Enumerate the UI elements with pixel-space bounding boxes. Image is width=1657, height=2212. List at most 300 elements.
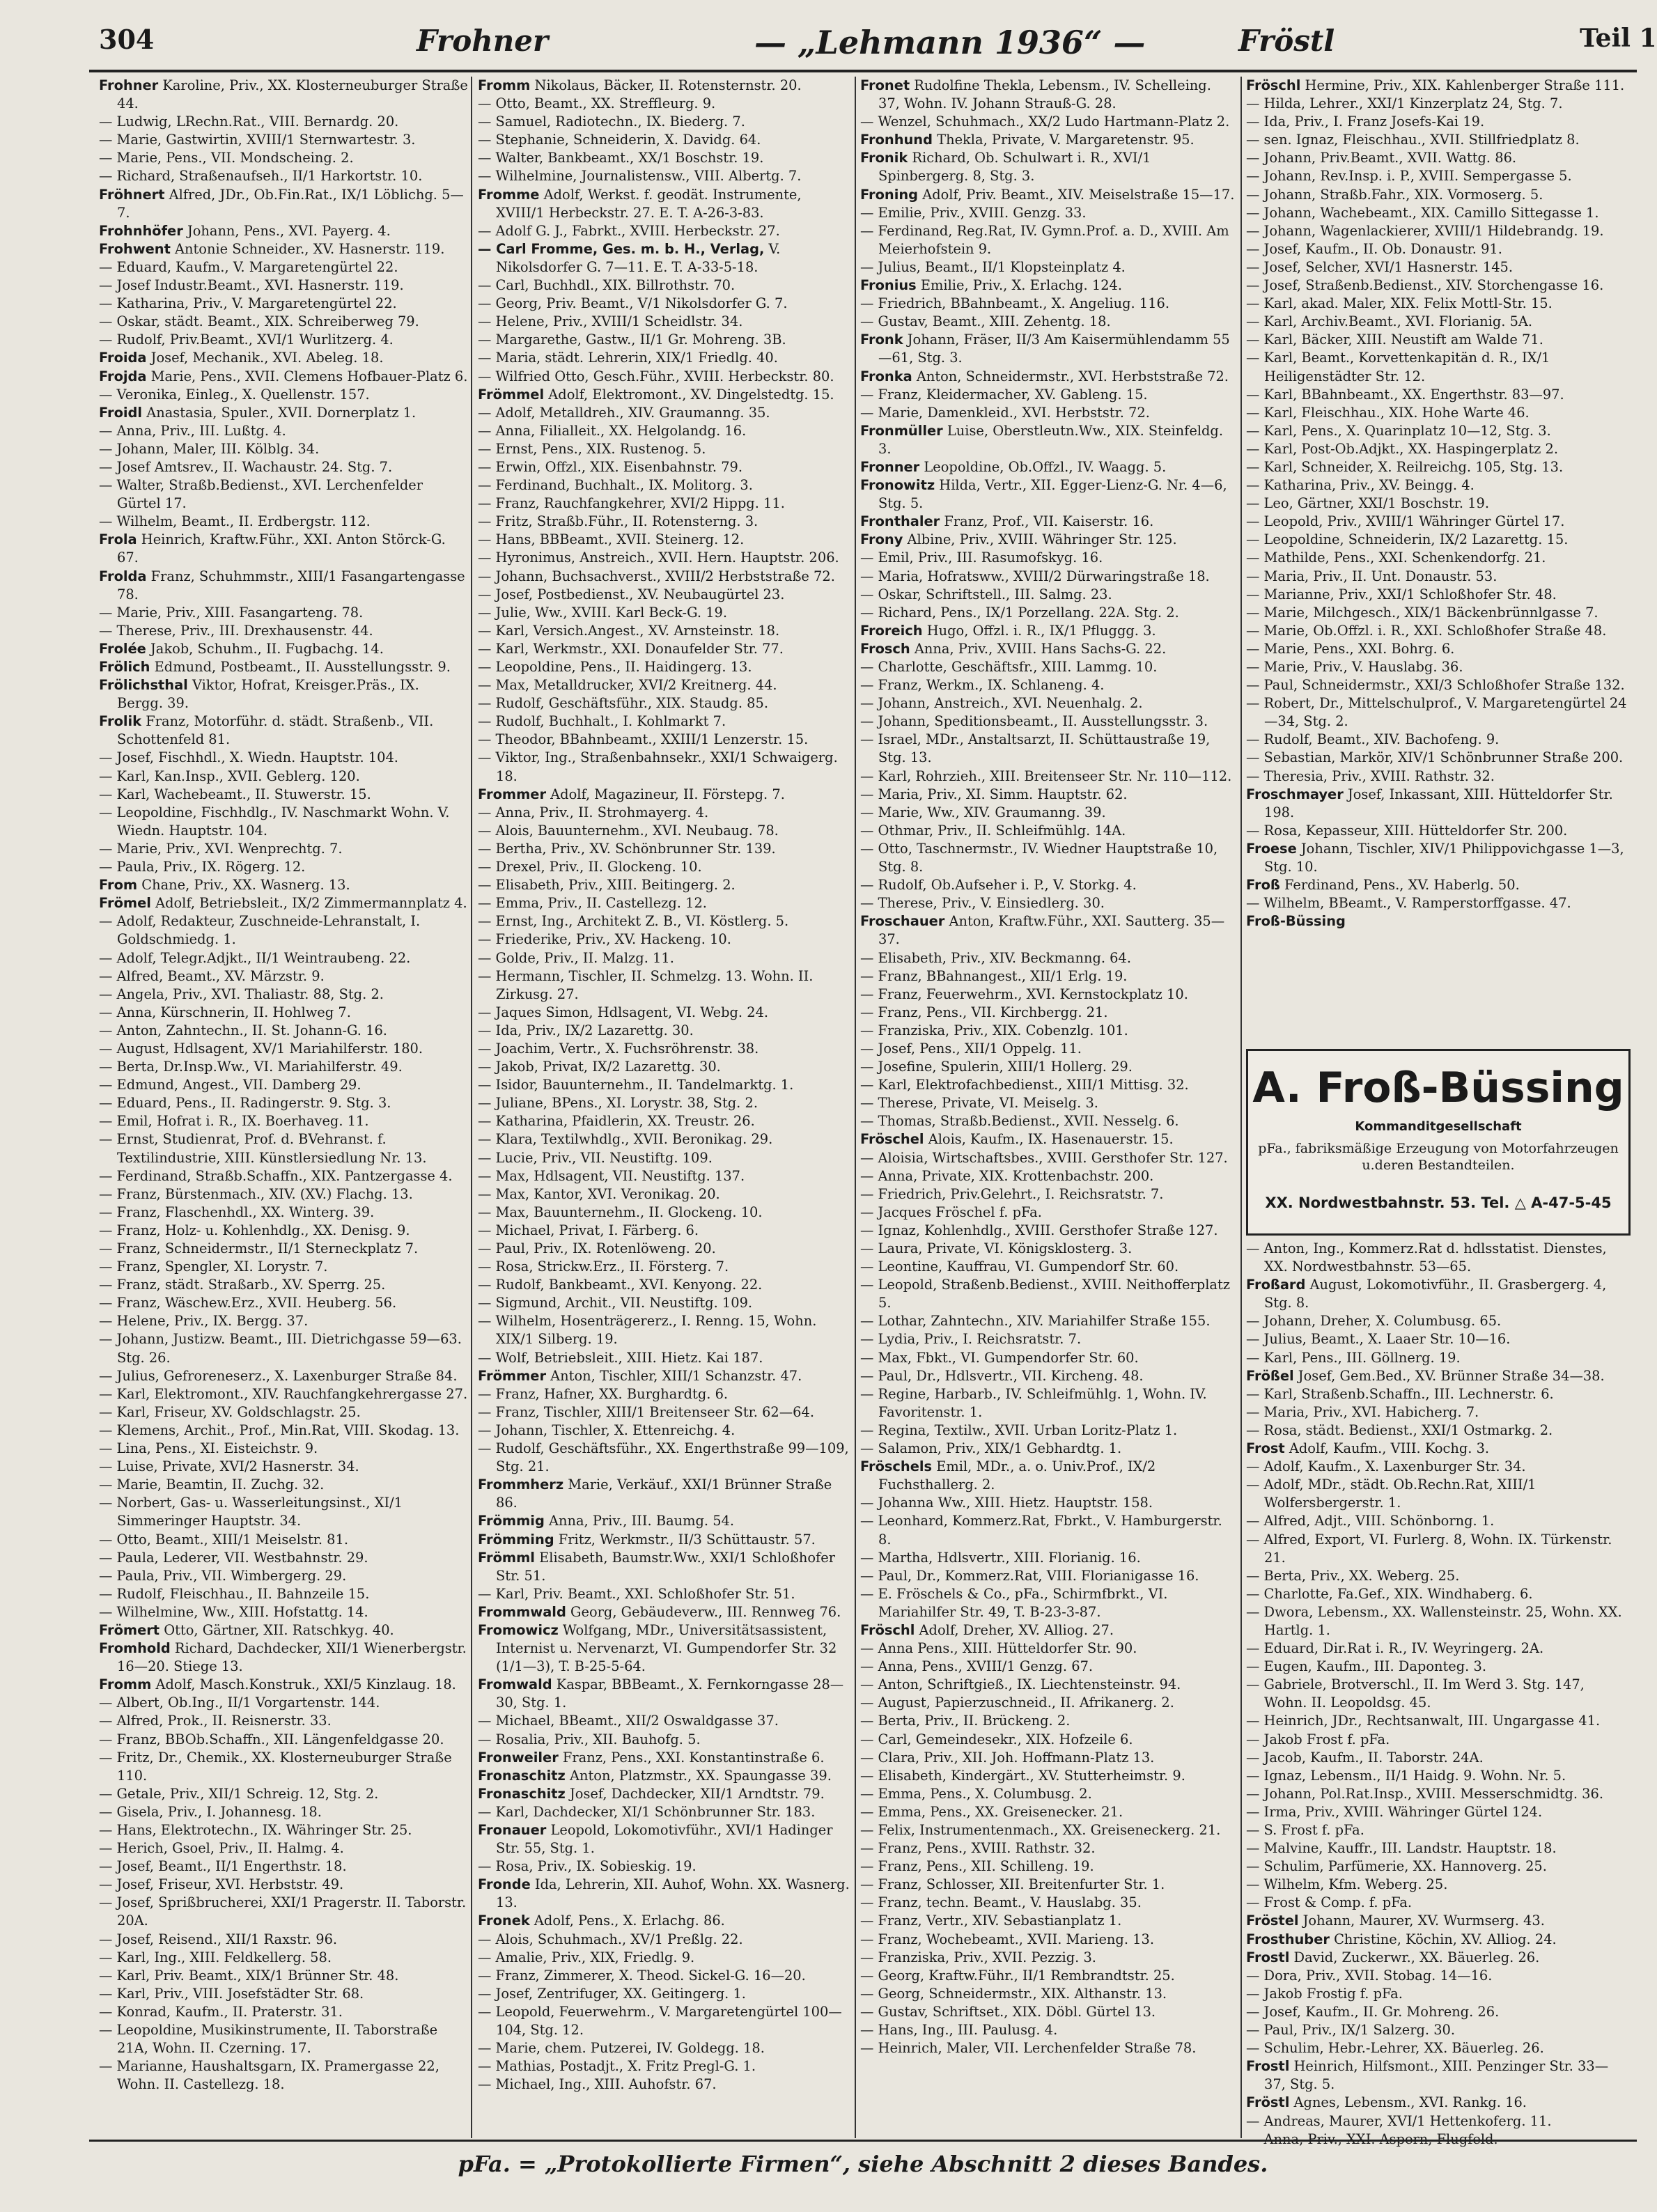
directory-entry [1246,1567,1629,1585]
entry-text: — Ida, Priv., IX/2 Lazarettg. 30. [478,1022,694,1038]
directory-entry [478,295,850,313]
entry-text: — Emilie, Priv., XVIII. Genzg. 33. [860,204,1087,221]
directory-entry [1246,1894,1629,1912]
directory-entry [860,1839,1236,1857]
directory-entry [99,1004,468,1022]
directory-entry [860,1422,1236,1440]
directory-entry [478,476,850,494]
entry-text: — Adolf, Metalldreh., XIV. Graumanng. 35. [478,404,770,421]
entry-text: — Franziska, Priv., XIX. Cobenzlg. 101. [860,1022,1128,1038]
entry-text: — Angela, Priv., XVI. Thaliastr. 88, Stg. 2. [99,986,384,1002]
directory-entry [99,568,468,604]
ad-address: XX. Nordwestbahnstr. 53. Tel. △ A-47-5-45 [1265,1194,1612,1211]
entry-surname: Fronet [860,77,910,93]
entry-text: — Julius, Beamt., II/1 Klopsteinplatz 4. [860,258,1126,275]
entry-text: — Therese, Priv., III. Drехhausenstr. 44. [99,622,373,639]
entry-text: — Paul, Priv., IX/1 Salzerg. 30. [1246,2022,1456,2039]
directory-entry [860,876,1236,894]
entry-surname: Fronner [860,458,920,475]
directory-entry [1246,331,1629,349]
directory-entry [860,1694,1236,1712]
entry-text: Edmund, Postbeamt., II. Ausstellungsstr. 9. [150,659,451,675]
directory-entry [1246,786,1629,822]
directory-entry [860,804,1236,822]
directory-entry [99,894,468,912]
directory-entry [860,912,1236,949]
directory-entry [1246,1767,1629,1785]
entry-text: Emil, MDr., a. o. Univ.Prof., IX/2 Fuchsthallerg. 2. [878,1458,1156,1493]
entry-text: — Rosa, Strickw.Erz., II. Försterg. 7. [478,1259,729,1275]
directory-entry [478,1821,850,1857]
entry-text: — Isidor, Bauunternehm., II. Tandelmarktg. 1. [478,1077,794,1093]
directory-entry [99,1240,468,1258]
entry-surname: Fromwald [478,1676,552,1693]
directory-entry [860,295,1236,313]
entry-text: — Max, Hdlsagent, VII. Neustiftg. 137. [478,1167,745,1184]
directory-entry [860,1022,1236,1040]
directory-entry [478,1258,850,1276]
entry-text: — Bertha, Priv., XV. Schönbrunner Str. 139. [478,840,776,857]
directory-entry [478,568,850,586]
directory-entry [1246,549,1629,567]
entry-text: — Wilfried Otto, Gesch.Führ., XVIII. Herbeckstr. 80. [478,368,834,384]
entry-text: — Leopold, Straßenb.Bedienst., XVIII. Neithofferplatz 5. [860,1277,1230,1311]
entry-text: — Johann, Priv.Beamt., XVII. Wattg. 86. [1246,150,1517,166]
directory-entry [99,1185,468,1204]
directory-entry [1246,476,1629,494]
entry-text: — Franz, Rauchfangkehrer, XVI/2 Hippg. 11. [478,495,785,512]
directory-entry [478,1949,850,1967]
directory-entry [478,549,850,567]
directory-entry [860,1004,1236,1022]
entry-text: — Otto, Beamt., XX. Streffleurg. 9. [478,95,716,112]
directory-entry [1246,1367,1629,1385]
directory-entry [860,1931,1236,1949]
directory-entry [860,513,1236,531]
directory-entry [860,1967,1236,1985]
directory-entry [860,894,1236,912]
entry-text: — Franz, Spengler, XI. Lorystr. 7. [99,1259,328,1275]
column-divider [471,77,472,2138]
directory-entry [99,876,468,894]
entry-text: — Frost & Comp. f. pFa. [1246,1894,1413,1911]
directory-entry [1246,1531,1629,1567]
entry-text: — Therese, Priv., V. Einsiedlerg. 30. [860,895,1105,912]
entry-text: — Martha, Hdlsvertr., XIII. Florianig. 16. [860,1549,1141,1566]
directory-entry [860,1621,1236,1639]
entry-text: — Gabriele, Brotverschl., II. Im Werd 3. Stg. 147, Wohn. II. Leopoldsg. 45. [1246,1676,1585,1711]
entry-surname: Frommer [478,786,547,802]
entry-text: — Franz, Flaschenhdl., XX. Winterg. 39. [99,1204,375,1220]
directory-entry [99,1204,468,1222]
directory-entry [99,640,468,658]
entry-text: Alfred, JDr., Ob.Fin.Rat., IX/1 Löblichg. 5—7. [117,186,464,221]
entry-text: — Franz, Werkm., IX. Schlaneng. 4. [860,677,1105,694]
entry-text: — Otto, Beamt., XIII/1 Meiselstr. 81. [99,1531,349,1548]
directory-entry [1246,604,1629,622]
directory-entry [1246,1349,1629,1367]
entry-text: Adolf, Magazineur, II. Förstерg. 7. [546,786,785,802]
directory-entry [99,1494,468,1530]
directory-entry [99,1022,468,1040]
entry-text: — Elisabeth, Kindergärt., XV. Stutterheimstr. 9. [860,1767,1185,1784]
entry-text: Johann, Maurer, XV. Wurmserg. 43. [1298,1913,1545,1929]
directory-entry [860,222,1236,258]
entry-text: Anton, Kraftw.Führ., XXI. Sautterg. 35—37. [878,913,1225,948]
entry-text: — Rudolf, Beamt., XIV. Bachofeng. 9. [1246,731,1500,748]
entry-text: — Max, Kantor, XVI. Veronikag. 20. [478,1185,720,1202]
entry-text: — Emma, Priv., II. Castellezg. 12. [478,895,707,912]
entry-text: — Karl, Archiv.Beamt., XVI. Florianig. 5A. [1246,313,1533,330]
entry-text: — Ignaz, Kohlenhdlg., XVIII. Gersthofer Straße 127. [860,1222,1218,1238]
directory-entry [478,386,850,404]
directory-entry [99,1058,468,1076]
directory-entry [478,1603,850,1621]
directory-entry [99,258,468,276]
entry-text: — Franz, Tischler, XIII/1 Breitenseer Str. 62—64. [478,1403,814,1420]
directory-entry [860,1567,1236,1585]
directory-entry [860,694,1236,712]
directory-entry [478,422,850,440]
entry-text: — Felix, Instrumentenmach., XX. Greiseneckerg. 21. [860,1822,1221,1838]
column-4-continued [1246,1240,1629,2147]
entry-surname: Frömel [99,895,151,912]
directory-entry [99,768,468,786]
entry-text: — Rosa, Kepasseur, XIII. Hütteldorfer Str. 200. [1246,822,1568,839]
entry-text: Johann, Fräser, II/3 Am Kaisermühlendamm 55—61, Stg. 3. [878,332,1230,366]
directory-entry [860,1639,1236,1658]
entry-text: — Karl, Werkmstr., XXI. Donaufelder Str. 77. [478,640,784,657]
entry-text: — Alfred, Prok., II. Reisnerstr. 33. [99,1713,332,1729]
entry-text: — Marie, Beamtin, II. Zuchg. 32. [99,1477,325,1493]
entry-text: — Veronika, Einleg., X. Quellenstr. 157. [99,386,370,403]
entry-text: Josef, Gem.Bed., XV. Brünner Straße 34—38. [1293,1367,1605,1384]
directory-entry [1246,1603,1629,1639]
directory-entry [478,1967,850,1985]
directory-entry [99,1094,468,1112]
directory-entry [860,1076,1236,1094]
entry-text: — Franz, Holz- u. Kohlenhdlg., XX. Denisg. 9. [99,1222,410,1238]
entry-surname: Fronthaler [860,513,940,530]
directory-entry [478,1803,850,1821]
directory-entry [99,1876,468,1894]
entry-text: — August, Hdlsagent, XV/1 Mariahilferstr. 180. [99,1040,423,1057]
entry-text: — Eduard, Dir.Rat i. R., IV. Weyringerg. 2A. [1246,1640,1544,1657]
directory-entry [1246,822,1629,840]
entry-text: — Gisela, Priv., I. Johannesg. 18. [99,1803,322,1820]
directory-entry [478,840,850,858]
directory-entry [1246,167,1629,185]
entry-text: David, Zuckerwr., XX. Bäuerleg. 26. [1289,1949,1540,1965]
entry-text: — Alois, Bauunternehm., XVI. Neubaug. 78. [478,822,779,839]
entry-text: — Edmund, Angest., VII. Damberg 29. [99,1077,361,1093]
directory-entry [860,1458,1236,1494]
directory-entry [99,1076,468,1094]
directory-entry [1246,1857,1629,1876]
directory-entry [1246,1422,1629,1440]
directory-entry [1246,1931,1629,1949]
entry-text: — Marie, Damenkleid., XVI. Herbststr. 72. [860,404,1150,421]
entry-text: — Paula, Lederer, VII. Westbahnstr. 29. [99,1549,368,1566]
entry-text: Josef, Inkassant, XIII. Hütteldorfer Str. 198. [1264,786,1613,820]
directory-entry [1246,77,1629,95]
directory-entry [99,276,468,295]
directory-entry [478,1531,850,1549]
entry-text: Georg, Gebäudeverw., III. Rennweg 76. [566,1603,841,1620]
directory-entry [478,149,850,167]
directory-entry [1246,1240,1629,1276]
entry-text: — Georg, Kraftw.Führ., II/1 Rembrandtstr. 25. [860,1967,1175,1984]
directory-entry [860,586,1236,604]
entry-text: — Josefine, Spulerin, XIII/1 Hollerg. 29. [860,1059,1133,1075]
entry-text: — Rudolf, Buchhalt., I. Kohlmarkt 7. [478,713,726,730]
entry-text: Nikolaus, Bäcker, II. Rotensternstr. 20. [530,77,802,93]
entry-text: — Rosalia, Priv., XII. Bauhofg. 5. [478,1731,701,1747]
entry-text: — Mathilde, Pens., XXI. Schenkendorfg. 21. [1246,550,1546,566]
entry-text: — Karl, Bäcker, XIII. Neustift am Walde 71. [1246,332,1543,348]
directory-entry [1246,1385,1629,1403]
entry-text: — Karl, akad. Maler, XIX. Felix Mottl-Str. 15. [1246,295,1553,312]
entry-text: — Margarethe, Gastw., II/1 Gr. Mohreng. 3B. [478,332,786,348]
entry-text: — Carl, Buchhdl., XIX. Billrothstr. 70. [478,277,736,294]
entry-text: — Karl, Fleischhau., XIX. Hohe Warte 46. [1246,404,1530,421]
directory-entry [478,240,850,276]
directory-entry [478,676,850,694]
directory-entry [860,1440,1236,1458]
entry-text: — Julius, Beamt., X. Laaer Str. 10—16. [1246,1331,1511,1348]
entry-text: — Thomas, Straßb.Bedienst., XVII. Nesselg. 6. [860,1113,1179,1130]
entry-text: Marie, Pens., XVII. Clemens Hofbauer-Platz 6. [146,368,468,384]
entry-text: — Rudolf, Priv.Beamt., XVI/1 Wurlitzerg. 4. [99,332,394,348]
directory-entry [860,676,1236,694]
directory-entry [478,167,850,185]
directory-entry [478,1440,850,1476]
page-footer: pFa. = „Protokollierte Firmen“, siehe Abschnitt 2 dieses Bandes. [458,2151,1268,2177]
entry-text: — Marianne, Haushaltsgarn, IX. Pramergasse 22, Wohn. II. Castellezg. 18. [99,2058,439,2093]
entry-text: — Franz, Vertr., XIV. Sebastianplatz 1. [860,1913,1122,1929]
entry-text: August, Lokomotivführ., II. Grasbergerg. 4, Stg. 8. [1264,1277,1607,1311]
directory-entry [860,1767,1236,1785]
entry-surname: Froß-Büssing [1246,913,1346,930]
entry-text: — Heinrich, Maler, VII. Lerchenfelder Straße 78. [860,2040,1197,2057]
entry-surname: Fröstel [1246,1913,1299,1929]
directory-entry [478,2003,850,2039]
directory-entry [478,1767,850,1785]
directory-entry [99,313,468,331]
directory-entry [99,2057,468,2094]
entry-text: — Marie, Ob.Offzl. i. R., XXI. Schloßhofer Straße 48. [1246,622,1607,639]
entry-text: — Josef, Kaufm., II. Ob. Donaustr. 91. [1246,240,1502,257]
entry-text: Anastasia, Spuler., XVII. Dornerplatz 1. [142,404,417,421]
directory-entry [478,604,850,622]
directory-entry [99,240,468,258]
entry-text: — Leontine, Kauffrau, VI. Gumpendorf Str. 60. [860,1259,1179,1275]
directory-entry [860,404,1236,422]
entry-text: Anna, Priv., III. Baumg. 54. [544,1513,735,1529]
directory-entry [99,1167,468,1185]
directory-entry [860,1349,1236,1367]
entry-surname: Fronaschitz [478,1785,566,1802]
directory-entry [860,1912,1236,1930]
entry-text: — Karl, Post-Ob.Adjkt., XX. Haspingerplatz 2. [1246,440,1559,457]
directory-entry [99,1603,468,1621]
directory-entry [478,1549,850,1585]
directory-entry [1246,749,1629,767]
entry-text: Ferdinand, Pens., XV. Haberlg. 50. [1279,877,1520,894]
entry-text: Chane, Priv., XX. Wasnerg. 13. [137,877,350,894]
directory-entry [1246,1585,1629,1603]
directory-entry [860,476,1236,513]
entry-text: — Therese, Private, VI. Meiselg. 3. [860,1095,1098,1112]
entry-text: Josef, Mechanik., XVI. Abelеg. 18. [146,350,384,366]
entry-text: — Ernst, Ing., Architekt Z. B., VI. Köstlerg. 5. [478,913,789,930]
directory-entry [860,658,1236,676]
directory-entry [1246,186,1629,204]
directory-entry [99,1857,468,1876]
directory-entry [1246,1785,1629,1803]
directory-entry [1246,1712,1629,1730]
directory-entry [478,822,850,840]
entry-text: — Hilda, Lehrer., XXI/1 Kinzerplatz 24, Stg. 7. [1246,95,1563,112]
entry-text: — Josef, Zentrifuger, XX. Geitingerg. 1. [478,1985,746,2002]
entry-text: — Marie, Milchgesch., XIX/1 Bäckenbrünnlgasse 7. [1246,604,1598,621]
entry-text: — Wenzel, Schuhmach., XX/2 Ludo Hartmann-Platz 2. [860,114,1230,130]
directory-entry [860,1385,1236,1422]
entry-text: Adolf, Priv. Beamt., XIV. Meiselstraße 15—17. [918,186,1235,203]
entry-text: — Robert, Dr., Mittelschulprof., V. Margaretengürtel 24—34, Stg. 2. [1246,695,1627,730]
entry-surname: Frölich [99,659,150,675]
directory-entry [99,531,468,567]
entry-text: — Wolf, Betriebsleit., XIII. Hietz. Kai 187. [478,1349,763,1366]
entry-text: — Maria, Hofratsww., XVIII/2 Dürwaringstraße 18. [860,568,1210,584]
directory-entry [99,1040,468,1058]
entry-text: — Josef, Reisend., XII/1 Raxstr. 96. [99,1931,338,1947]
entry-text: — Schulim, Hebr.-Lehrer, XX. Bäuerleg. 26. [1246,2040,1544,2057]
directory-entry [1246,258,1629,276]
directory-entry [860,1658,1236,1676]
entry-surname: Frömmig [478,1513,545,1529]
directory-entry [478,1312,850,1348]
directory-entry [478,1222,850,1240]
entry-text: Johann, Tischler, XIV/1 Philippovichgasse 1—3, Stg. 10. [1264,840,1624,875]
directory-entry [860,1149,1236,1167]
entry-text: — Ferdinand, Reg.Rat, IV. Gymn.Prof. a. D., XVIII. Am Meierhofstein 9. [860,222,1229,257]
entry-text: — Karl, Beamt., Korvettenkapitän d. R., IX/1 Heiligenstädter Str. 12. [1246,350,1550,384]
entry-text: — Leopoldine, Pens., II. Haidingerg. 13. [478,659,752,675]
directory-entry [99,331,468,349]
entry-text: Emilie, Priv., X. Erlachg. 124. [916,277,1123,294]
entry-text: — Marie, chem. Putzerei, IV. Goldegg. 18. [478,2040,765,2057]
directory-entry [478,1985,850,2003]
entry-text: Anton, Schneidermstr., XVI. Herbststraße 72. [912,368,1229,384]
directory-entry [1246,2039,1629,2057]
entry-surname: Fromm [99,1676,152,1693]
entry-text: — Adolf, Kaufm., X. Laxenburger Str. 34. [1246,1458,1526,1475]
entry-text: — Sebastian, Markör, XIV/1 Schönbrunner Straße 200. [1246,749,1624,766]
entry-text: Adolf, Kaufm., VIII. Kochg. 3. [1284,1440,1490,1457]
entry-text: Johann, Pens., XVI. Payerg. 4. [182,222,391,239]
entry-text: — Johann, Maler, III. Kölblg. 34. [99,440,320,457]
directory-entry [1246,1876,1629,1894]
entry-text: — Berta, Dr.Insp.Ww., VI. Mariahilferstr. 49. [99,1059,403,1075]
directory-entry [860,986,1236,1004]
entry-text: — Getale, Priv., XII/1 Schreig. 12, Stg. 2. [99,1785,379,1802]
directory-entry [1246,1658,1629,1676]
directory-entry [860,1803,1236,1821]
directory-entry [860,712,1236,731]
entry-surname: Fronmüller [860,422,943,439]
entry-text: — Elisabeth, Priv., XIV. Beckmanng. 64. [860,949,1132,966]
directory-entry [860,1276,1236,1312]
directory-entry [99,1621,468,1639]
entry-surname: Fromowicz [478,1621,559,1638]
directory-entry [99,912,468,949]
entry-text: Heinrich, Kraftw.Führ., XXI. Anton Störck-G. 67. [117,531,446,566]
directory-entry [478,1004,850,1022]
entry-text: — Karl, Kan.Insp., XVII. Geblerg. 120. [99,768,360,784]
entry-text: — Rudolf, Geschäftsführ., XIX. Staudg. 85. [478,695,768,712]
entry-text: — Rudolf, Fleischhau., II. Bahnzeile 15. [99,1585,370,1602]
entry-text: — Franz, BBahnangest., XII/1 Erlg. 19. [860,967,1128,984]
directory-entry [860,113,1236,131]
entry-text: Franz, Schuhmmstr., XIII/1 Fasangartengasse 78. [117,568,465,602]
directory-entry [860,1894,1236,1912]
entry-text: — Marie, Priv., V. Hauslabg. 36. [1246,659,1463,675]
header-title: — „Lehmann 1936“ — [754,24,1146,61]
directory-entry [860,1222,1236,1240]
directory-entry [860,331,1236,367]
directory-entry [860,149,1236,185]
directory-entry [99,167,468,185]
directory-entry [99,1440,468,1458]
entry-text: — Maria, Priv., XI. Simm. Hauptstr. 62. [860,786,1128,802]
directory-entry [1246,1912,1629,1930]
entry-text: — Katharina, Priv., XV. Beingg. 4. [1246,477,1475,494]
directory-entry [1246,149,1629,167]
directory-entry [99,949,468,967]
entry-text: — Karl, Priv., VIII. Josefstädter Str. 68. [99,1985,364,2002]
entry-surname: Frömert [99,1621,160,1638]
entry-text: — Josef, Kaufm., II. Gr. Mohreng. 26. [1246,2003,1500,2020]
directory-entry [860,1985,1236,2003]
ad-company-name: A. Froß-Büssing [1252,1064,1624,1112]
directory-entry [99,749,468,767]
directory-entry [860,204,1236,222]
directory-entry [478,276,850,295]
directory-entry [478,494,850,513]
directory-entry [99,1803,468,1821]
entry-text: Rudolfine Thekla, Lebensm., IV. Schelleing. 37, Wohn. IV. Johann Strauß-G. 28. [878,77,1211,112]
entry-text: — Amalie, Priv., XIX, Friedlg. 9. [478,1949,695,1965]
entry-text: — Franz, Wäschew.Erz., XVII. Heuberg. 56. [99,1295,397,1311]
directory-entry [99,1403,468,1422]
entry-text: — Josef, Pens., XII/1 Oppelg. 11. [860,1040,1082,1057]
entry-text: — Leopoldine, Schneiderin, IX/2 Lazarettg. 15. [1246,531,1569,548]
entry-text: Wolfgang, MDr., Universitätsassistent, Internist u. Nervenarzt, VI. Gumpendorfer Str. 32 (1/1—3), T. B-25-5-64. [496,1621,837,1675]
directory-entry [1246,458,1629,476]
directory-entry [1246,2057,1629,2094]
entry-text: — Leopold, Priv., XVIII/1 Währinger Gürtel 17. [1246,513,1565,530]
entry-text: V. Nikolsdorfer G. 7—11. E. T. A-33-5-18. [496,240,781,275]
directory-entry [860,131,1236,149]
directory-entry [860,1549,1236,1567]
directory-entry [860,1494,1236,1512]
entry-surname: Frojda [99,368,147,384]
entry-text: — Fritz, Straßb.Führ., II. Rotensterng. 3. [478,513,759,530]
entry-text: — Franz, Hafner, XX. Burghardtg. 6. [478,1385,729,1402]
entry-text: — Marie, Ww., XIV. Graumanng. 39. [860,804,1106,820]
entry-surname: Froschauer [860,913,945,930]
